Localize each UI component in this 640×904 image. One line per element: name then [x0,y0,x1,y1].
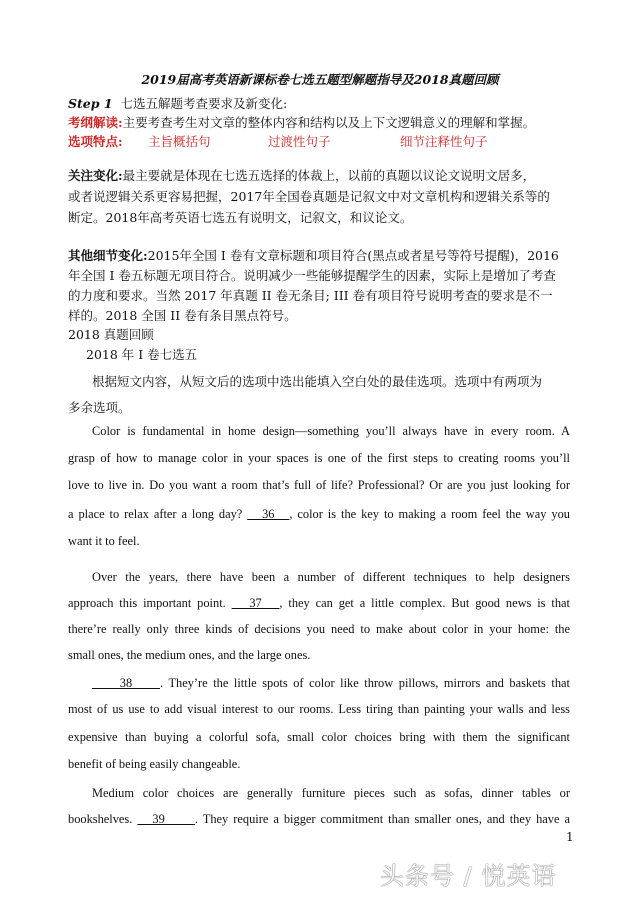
passage-line [68,596,570,611]
passage-line [68,534,570,549]
answer-blank: 39 [137,812,195,826]
passage-text: there’re really only three kinds of decisions you need to make about color in your home: the [68,622,570,636]
kaogang-label: 考纲解读: [68,115,123,130]
option-type-3: 细节注释性句子 [400,134,488,149]
qita-line-2: 年全国 I 卷五标题无项目符合。说明减少一些能够提醒学生的因素，实际上是增加了考查 [68,268,556,283]
passage-line [68,507,570,522]
step1-text: 七选五解题考查要求及新变化: [120,96,288,111]
qita-text-1: 2015年全国 I 卷有文章标题和项目符合(黑点或者星号等符号提醒)，2016 [147,248,559,263]
step1-label: Step 1 [68,96,113,111]
guanzhu-line-2: 或者说逻辑关系更容易把握，2017年全国卷真题是记叙文中对文章机构和逻辑关系等的 [68,189,550,204]
passage-text: expensive than buying a colorful sofa, small color choices bring with them the significant [68,730,570,744]
xuanxiang-line [68,132,573,150]
answer-blank: 37 [231,596,280,610]
guanzhu-line-1 [68,166,573,184]
passage-text: Medium color choices are generally furniture pieces such as sofas, dinner tables or [92,786,570,800]
kaogang-text: 主要考查考生对文章的整体内容和结构以及上下文逻辑意义的理解和掌握。 [122,115,536,130]
qita-line-1 [68,246,573,264]
passage-text: . They require a bigger commitment than smaller ones, and they have a [194,812,570,826]
instruction-line-2: 多余选项。 [68,400,131,415]
passage-line [68,424,570,439]
passage-line [68,812,570,827]
kaogang-line [68,113,573,131]
passage-text: Over the years, there have been a number of different techniques to help designers [92,570,570,584]
option-type-1: 主旨概括句 [148,134,211,149]
passage-line [68,622,570,637]
step1-line [68,94,573,112]
passage-line [68,702,570,717]
passage-text: benefit of being easily changeable. [68,757,241,771]
passage-line [68,648,570,663]
passage-line [68,676,570,691]
review-subheading: 2018 年 I 卷七选五 [86,347,198,362]
passage-text: bookshelves. [68,812,138,826]
instruction-line-1: 根据短文内容，从短文后的选项中选出能填入空白处的最佳选项。选项中有两项为 [92,374,543,389]
review-heading: 2018 真题回顾 [68,327,154,342]
passage-text: most of us use to add visual interest to our rooms. Less tiring than painting your walls and less [68,702,570,716]
passage-line [68,570,570,585]
passage-text: , color is the key to making a room feel the way you [289,507,570,521]
passage-line [68,757,570,772]
passage-line [68,478,570,493]
passage-text: . They’re the little spots of color like throw pillows, mirrors and baskets that [160,676,570,690]
watermark: 头条号 / 悦英语 [380,862,557,890]
guanzhu-label: 关注变化: [68,168,123,183]
xuanxiang-label: 选项特点: [68,134,123,149]
qita-line-3: 的力度和要求。当然 2017 年真题 II 卷无条目; III 卷有项目符号说明考查的要求是不一 [68,288,553,303]
passage-text: approach this important point. [68,596,232,610]
passage-text: grasp of how to manage color in your spaces is one of the first steps to creating rooms you’ll [68,451,570,465]
answer-blank: 38 [92,676,161,690]
passage-text: Color is fundamental in home design—something you’ll always have in every room. A [92,424,570,438]
passage-text: , they can get a little complex. But good news is that [279,596,570,610]
document-title: 2019届高考英语新课标卷七选五题型解题指导及2018真题回顾 [141,72,499,87]
passage-line [68,730,570,745]
answer-blank: 36 [247,507,290,521]
option-type-2: 过渡性句子 [268,134,331,149]
qita-line-4: 样的。2018 全国 II 卷有条目黑点符号。 [68,308,297,323]
passage-text: a place to relax after a long day? [68,507,248,521]
guanzhu-text-1: 最主要就是体现在七选五选择的体裁上，以前的真题以议论文说明文居多， [122,168,536,183]
passage-text: want it to feel. [68,534,140,548]
passage-text: love to live in. Do you want a room that’s full of life? Professional? Or are you just looking for [68,478,570,492]
passage-text: small ones, the medium ones, and the large ones. [68,648,311,662]
passage-line [68,451,570,466]
page-number: 1 [566,830,574,844]
qita-label: 其他细节变化: [68,248,148,263]
passage-line [68,786,570,801]
guanzhu-line-3: 断定。2018年高考英语七选五有说明文，记叙文，和议论文。 [68,210,413,225]
